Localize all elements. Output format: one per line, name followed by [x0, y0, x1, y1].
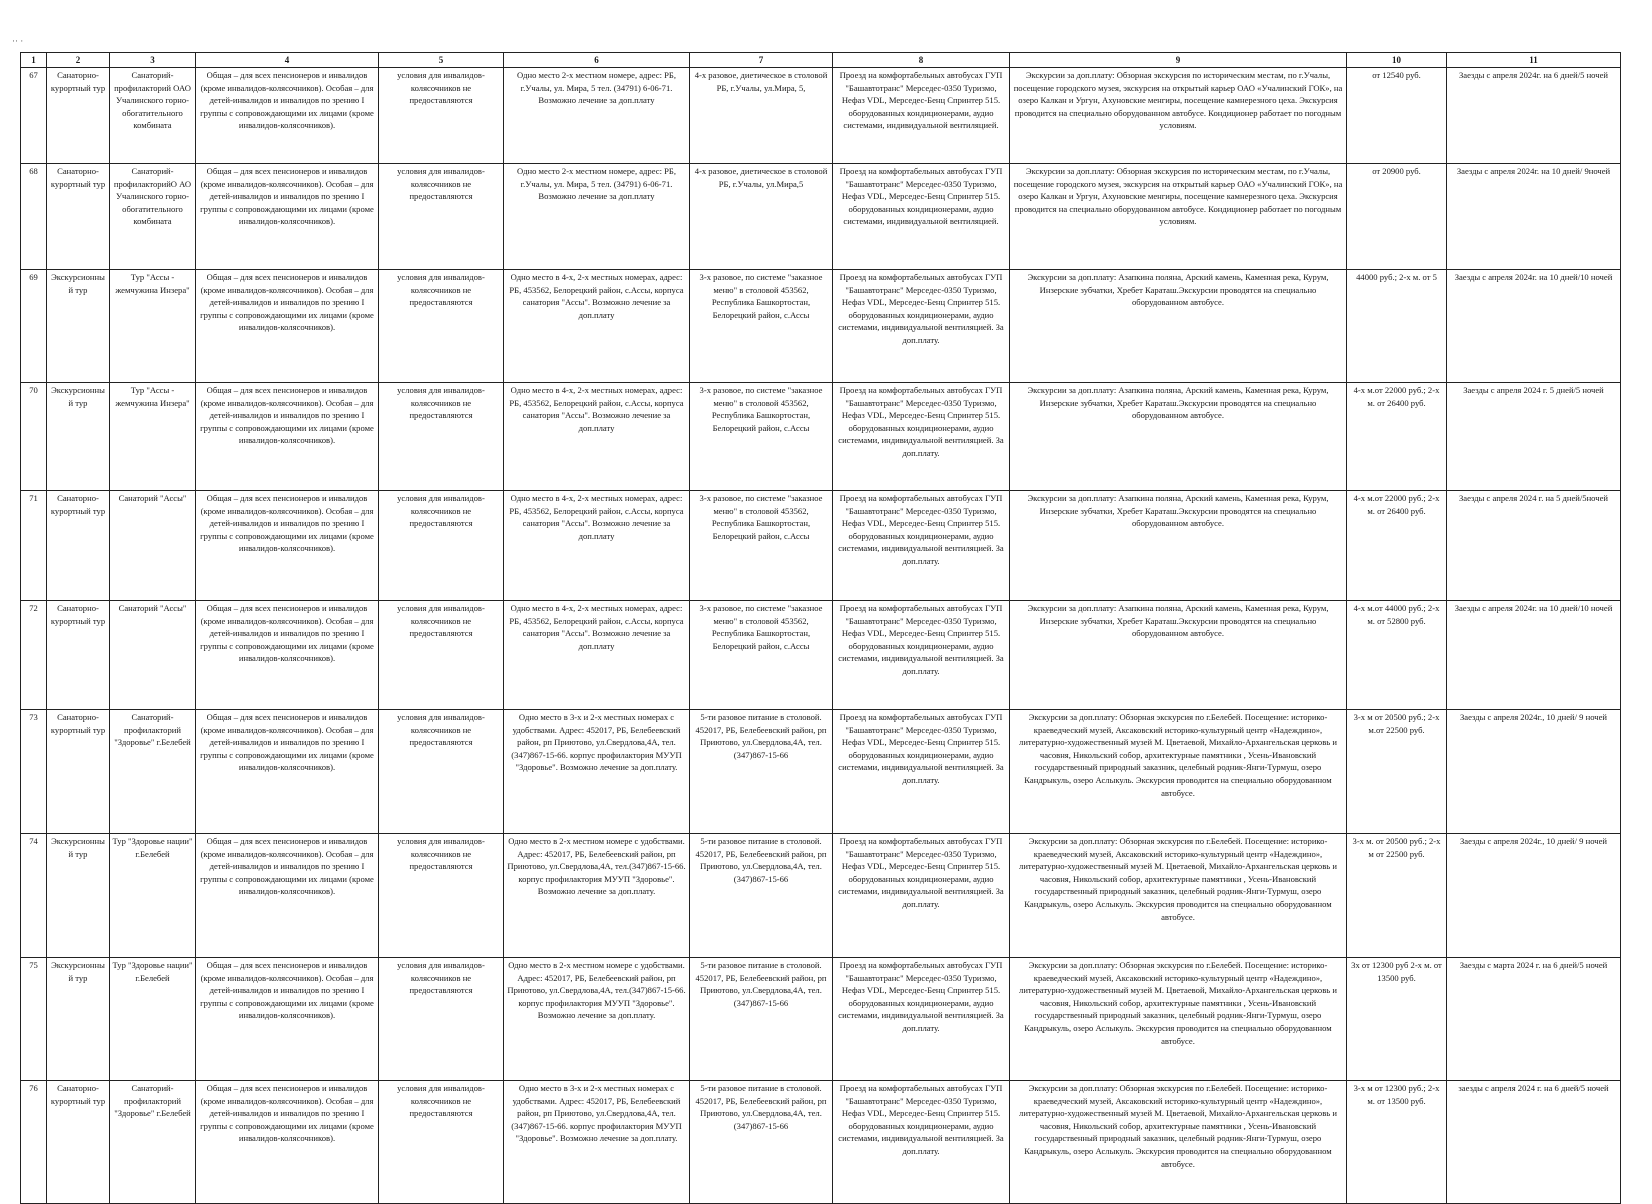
cell-tour-name: Санаторий-профилакторий "Здоровье" г.Белебей — [110, 710, 196, 834]
cell-row-number: 74 — [21, 834, 47, 958]
col-header: 7 — [690, 53, 833, 68]
cell-accessibility: условия для инвалидов-колясочников не предоставляются — [379, 383, 504, 491]
cell-dates: Заезды с апреля 2024г., 10 дней/ 9 ночей — [1447, 834, 1621, 958]
cell-tour-name: Тур "Ассы - жемчужина Инзера" — [110, 383, 196, 491]
cell-tour-type: Санаторно-курортный тур — [47, 1081, 110, 1204]
cell-target-group: Общая – для всех пенсионеров и инвалидов (кроме инвалидов-колясочников). Особая – для детей-инвалидов и инвалидов по зрению I группы с сопровождающими их лицами (кроме инвалидов-колясочников). — [196, 491, 379, 601]
cell-target-group: Общая – для всех пенсионеров и инвалидов (кроме инвалидов-колясочников). Особая – для детей-инвалидов и инвалидов по зрению I группы с сопровождающими их лицами (кроме инвалидов-колясочников). — [196, 958, 379, 1081]
cell-tour-type: Экскурсионный тур — [47, 834, 110, 958]
cell-target-group: Общая – для всех пенсионеров и инвалидов (кроме инвалидов-колясочников). Особая – для детей-инвалидов и инвалидов по зрению I группы с сопровождающими их лицами (кроме инвалидов-колясочников). — [196, 164, 379, 270]
table-row — [21, 601, 1621, 710]
cell-excursions: Экскурсии за доп.плату: Обзорная экскурсия по г.Белебей. Посещение: историко-краеведческий музей, Аксаковский историко-культурный центр «Надеждино», литературно-художественный музей М. Цветаевой, Михайло-Архангельская церковь и часовня, Никольский собор, архитектурные памятники , Усень-Ивановский государственный природный заказник, целебный родник-Янги-Турмуш, озеро Кандрыкуль, озеро Аслыкуль. Экскурсия проводится на специально оборудованном автобусе. — [1010, 710, 1347, 834]
cell-target-group: Общая – для всех пенсионеров и инвалидов (кроме инвалидов-колясочников). Особая – для детей-инвалидов и инвалидов по зрению I группы с сопровождающими их лицами (кроме инвалидов-колясочников). — [196, 834, 379, 958]
cell-excursions: Экскурсии за доп.плату: Обзорная экскурсия по г.Белебей. Посещение: историко-краеведческий музей, Аксаковский историко-культурный центр «Надеждино», литературно-художественный музей М. Цветаевой, Михайло-Архангельская церковь и часовня, Никольский собор, архитектурные памятники , Усень-Ивановский государственный природный заказник, целебный родник-Янги-Турмуш, озеро Кандрыкуль, озеро Аслыкуль. Экскурсия проводится на специально оборудованном автобусе. — [1010, 1081, 1347, 1204]
cell-transport: Проезд на комфортабельных автобусах ГУП "Башавтотранс" Мерседес-0350 Туризмо, Нефаз VDL, Мерседес-Бенц Спринтер 515. оборудованных кондиционерами, аудио системами, индивидуальной вентиляцией. За доп.плату. — [833, 601, 1010, 710]
cell-excursions: Экскурсии за доп.плату: Обзорная экскурсия по г.Белебей. Посещение: историко-краеведческий музей, Аксаковский историко-культурный центр «Надеждино», литературно-художественный музей М. Цветаевой, Михайло-Архангельская церковь и часовня, Никольский собор, архитектурные памятники , Усень-Ивановский государственный природный заказник, целебный родник-Янги-Турмуш, озеро Кандрыкуль, озеро Аслыкуль. Экскурсия проводится на специально оборудованном автобусе. — [1010, 834, 1347, 958]
cell-transport: Проезд на комфортабельных автобусах ГУП "Башавтотранс" Мерседес-0350 Туризмо, Нефаз VDL, Мерседес-Бенц Спринтер 515. оборудованных кондиционерами, аудио системами, индивидуальной вентиляцией. За доп.плату. — [833, 383, 1010, 491]
cell-meals: 3-х разовое, по системе "заказное меню" в столовой 453562, Республика Башкортостан, Белорецкий район, с.Ассы — [690, 270, 833, 383]
cell-excursions: Экскурсии за доп.плату: Обзорная экскурсия по г.Белебей. Посещение: историко-краеведческий музей, Аксаковский историко-культурный центр «Надеждино», литературно-художественный музей М. Цветаевой, Михайло-Архангельская церковь и часовня, Никольский собор, архитектурные памятники , Усень-Ивановский государственный природный заказник, целебный родник-Янги-Турмуш, озеро Кандрыкуль, озеро Аслыкуль. Экскурсия проводится на специально оборудованном автобусе. — [1010, 958, 1347, 1081]
col-header: 3 — [110, 53, 196, 68]
cell-excursions: Экскурсии за доп.плату: Азапкина поляна, Арский камень, Каменная река, Курум, Инзерские зубчатки, Хребет Караташ.Экскурсии проводятся на специально оборудованном автобусе. — [1010, 601, 1347, 710]
cell-meals: 4-х разовое, диетическое в столовой РБ, г.Учалы, ул.Мира, 5, — [690, 68, 833, 164]
cell-tour-name: Санаторий "Ассы" — [110, 491, 196, 601]
cell-tour-name: Тур "Здоровье нации" г.Белебей — [110, 834, 196, 958]
cell-accessibility: условия для инвалидов-колясочников не предоставляются — [379, 958, 504, 1081]
cell-accessibility: условия для инвалидов-колясочников не предоставляются — [379, 68, 504, 164]
cell-dates: заезды с апреля 2024 г. на 6 дней/5 ночей — [1447, 1081, 1621, 1204]
cell-price: от 12540 руб. — [1347, 68, 1447, 164]
cell-price: 4-х м.от 44000 руб.; 2-х м. от 52800 руб. — [1347, 601, 1447, 710]
cell-lodging: Одно место в 3-х и 2-х местных номерах с удобствами. Адрес: 452017, РБ, Белебеевский район, рп Приютово, ул.Свердлова,4А, тел.(347)867-15-66. корпус профилактория МУУП "Здоровье". Возможно лечение за доп.плату. — [504, 1081, 690, 1204]
col-header: 1 — [21, 53, 47, 68]
col-header: 10 — [1347, 53, 1447, 68]
cell-meals: 5-ти разовое питание в столовой. 452017, РБ, Белебеевский район, рп Приютово, ул.Свердлова,4А, тел.(347)867-15-66 — [690, 710, 833, 834]
cell-transport: Проезд на комфортабельных автобусах ГУП "Башавтотранс" Мерседес-0350 Туризмо, Нефаз VDL, Мерседес-Бенц Спринтер 515. оборудованных кондиционерами, аудио системами, индивидуальной вентиляцией. За доп.плату. — [833, 958, 1010, 1081]
cell-tour-name: Тур "Здоровье нации" г.Белебей — [110, 958, 196, 1081]
cell-transport: Проезд на комфортабельных автобусах ГУП "Башавтотранс" Мерседес-0350 Туризмо, Нефаз VDL, Мерседес-Бенц Спринтер 515. оборудованных кондиционерами, аудио системами, индивидуальной вентиляцией. За доп.плату. — [833, 834, 1010, 958]
cell-row-number: 76 — [21, 1081, 47, 1204]
cell-excursions: Экскурсии за доп.плату: Азапкина поляна, Арский камень, Каменная река, Курум, Инзерские зубчатки, Хребет Караташ.Экскурсии проводятся на специально оборудованном автобусе. — [1010, 491, 1347, 601]
cell-row-number: 75 — [21, 958, 47, 1081]
cell-tour-name: Тур "Ассы - жемчужина Инзера" — [110, 270, 196, 383]
table-row — [21, 958, 1621, 1081]
cell-target-group: Общая – для всех пенсионеров и инвалидов (кроме инвалидов-колясочников). Особая – для детей-инвалидов и инвалидов по зрению I группы с сопровождающими их лицами (кроме инвалидов-колясочников). — [196, 270, 379, 383]
cell-transport: Проезд на комфортабельных автобусах ГУП "Башавтотранс" Мерседес-0350 Туризмо, Нефаз VDL, Мерседес-Бенц Спринтер 515. оборудованных кондиционерами, аудио системами, индивидуальной вентиляцией. За доп.плату. — [833, 1081, 1010, 1204]
cell-transport: Проезд на комфортабельных автобусах ГУП "Башавтотранс" Мерседес-0350 Туризмо, Нефаз VDL, Мерседес-Бенц Спринтер 515. оборудованных кондиционерами, аудио системами, индивидуальной вентиляцией. За доп.плату. — [833, 491, 1010, 601]
table-row — [21, 68, 1621, 164]
cell-transport: Проезд на комфортабельных автобусах ГУП "Башавтотранс" Мерседес-0350 Туризмо, Нефаз VDL, Мерседес-Бенц Спринтер 515. оборудованных кондиционерами, аудио системами, индивидуальной вентиляцией. За доп.плату. — [833, 710, 1010, 834]
cell-dates: Заезды с апреля 2024г. на 6 дней/5 ночей — [1447, 68, 1621, 164]
cell-dates: Заезды с апреля 2024 г. 5 дней/5 ночей — [1447, 383, 1621, 491]
cell-tour-name: Санаторий-профилакторий "Здоровье" г.Белебей — [110, 1081, 196, 1204]
col-header: 8 — [833, 53, 1010, 68]
cell-target-group: Общая – для всех пенсионеров и инвалидов (кроме инвалидов-колясочников). Особая – для детей-инвалидов и инвалидов по зрению I группы с сопровождающими их лицами (кроме инвалидов-колясочников). — [196, 383, 379, 491]
table-row — [21, 491, 1621, 601]
cell-dates: Заезды с апреля 2024 г. на 5 дней/5ночей — [1447, 491, 1621, 601]
cell-tour-type: Санаторно-курортный тур — [47, 491, 110, 601]
cell-accessibility: условия для инвалидов-колясочников не предоставляются — [379, 601, 504, 710]
cell-tour-type: Санаторно-курортный тур — [47, 68, 110, 164]
cell-price: 4-х м.от 22000 руб.; 2-х м. от 26400 руб. — [1347, 491, 1447, 601]
cell-lodging: Одно место 2-х местном номере, адрес: РБ, г.Учалы, ул. Мира, 5 тел. (34791) 6-06-71. Возможно лечение за доп.плату — [504, 164, 690, 270]
cell-accessibility: условия для инвалидов-колясочников не предоставляются — [379, 270, 504, 383]
cell-row-number: 73 — [21, 710, 47, 834]
document-page — [20, 52, 1635, 1204]
cell-row-number: 68 — [21, 164, 47, 270]
cell-lodging: Одно место 2-х местном номере, адрес: РБ, г.Учалы, ул. Мира, 5 тел. (34791) 6-06-71. Возможно лечение за доп.плату — [504, 68, 690, 164]
cell-price: 3-х м от 12300 руб.; 2-х м. от 13500 руб. — [1347, 1081, 1447, 1204]
cell-excursions: Экскурсии за доп.плату: Азапкина поляна, Арский камень, Каменная река, Курум, Инзерские зубчатки, Хребет Караташ.Экскурсии проводятся на специально оборудованном автобусе. — [1010, 270, 1347, 383]
cell-tour-type: Экскурсионный тур — [47, 958, 110, 1081]
cell-row-number: 72 — [21, 601, 47, 710]
col-header: 6 — [504, 53, 690, 68]
cell-target-group: Общая – для всех пенсионеров и инвалидов (кроме инвалидов-колясочников). Особая – для детей-инвалидов и инвалидов по зрению I группы с сопровождающими их лицами (кроме инвалидов-колясочников). — [196, 1081, 379, 1204]
cell-dates: Заезды с апреля 2024г., 10 дней/ 9 ночей — [1447, 710, 1621, 834]
cell-accessibility: условия для инвалидов-колясочников не предоставляются — [379, 710, 504, 834]
cell-meals: 5-ти разовое питание в столовой. 452017, РБ, Белебеевский район, рп Приютово, ул.Свердлова,4А, тел.(347)867-15-66 — [690, 1081, 833, 1204]
cell-dates: Заезды с апреля 2024г. на 10 дней/10 ночей — [1447, 270, 1621, 383]
table-body — [21, 68, 1621, 1204]
cell-target-group: Общая – для всех пенсионеров и инвалидов (кроме инвалидов-колясочников). Особая – для детей-инвалидов и инвалидов по зрению I группы с сопровождающими их лицами (кроме инвалидов-колясочников). — [196, 601, 379, 710]
cell-target-group: Общая – для всех пенсионеров и инвалидов (кроме инвалидов-колясочников). Особая – для детей-инвалидов и инвалидов по зрению I группы с сопровождающими их лицами (кроме инвалидов-колясочников). — [196, 68, 379, 164]
cell-meals: 5-ти разовое питание в столовой. 452017, РБ, Белебеевский район, рп Приютово, ул.Свердлова,4А, тел.(347)867-15-66 — [690, 834, 833, 958]
cell-tour-type: Экскурсионный тур — [47, 383, 110, 491]
table-row — [21, 164, 1621, 270]
cell-lodging: Одно место в 4-х, 2-х местных номерах, адрес: РБ, 453562, Белорецкий район, с.Ассы, корпуса санатория "Ассы". Возможно лечение за доп.плату — [504, 491, 690, 601]
cell-tour-name: Санаторий-профилакторий ОАО Учалинского горно-обогатительного комбината — [110, 68, 196, 164]
cell-meals: 3-х разовое, по системе "заказное меню" в столовой 453562, Республика Башкортостан, Белорецкий район, с.Ассы — [690, 383, 833, 491]
cell-price: 3х от 12300 руб 2-х м. от 13500 руб. — [1347, 958, 1447, 1081]
cell-excursions: Экскурсии за доп.плату: Обзорная экскурсия по историческим местам, по г.Учалы, посещение городского музея, экскурсия на открытый карьер ОАО «Учалинский ГОК», на озеро Калкан и Ургун, Ахуновские менгиры, посещение камнерезного цеха. Экскурсия проводится на специально оборудованном автобусе. Кондиционер работает по погодным условиям. — [1010, 164, 1347, 270]
cell-tour-type: Экскурсионный тур — [47, 270, 110, 383]
cell-price: 4-х м.от 22000 руб.; 2-х м. от 26400 руб. — [1347, 383, 1447, 491]
cell-dates: Заезды с апреля 2024г. на 10 дней/ 9ночей — [1447, 164, 1621, 270]
cell-tour-type: Санаторно-курортный тур — [47, 601, 110, 710]
cell-excursions: Экскурсии за доп.плату: Азапкина поляна, Арский камень, Каменная река, Курум, Инзерские зубчатки, Хребет Караташ.Экскурсии проводятся на специально оборудованном автобусе. — [1010, 383, 1347, 491]
cell-meals: 3-х разовое, по системе "заказное меню" в столовой 453562, Республика Башкортостан, Белорецкий район, с.Ассы — [690, 601, 833, 710]
cell-accessibility: условия для инвалидов-колясочников не предоставляются — [379, 164, 504, 270]
cell-accessibility: условия для инвалидов-колясочников не предоставляются — [379, 491, 504, 601]
cell-dates: Заезды с апреля 2024г. на 10 дней/10 ночей — [1447, 601, 1621, 710]
table-row — [21, 383, 1621, 491]
cell-tour-type: Санаторно-курортный тур — [47, 164, 110, 270]
cell-lodging: Одно место в 4-х, 2-х местных номерах, адрес: РБ, 453562, Белорецкий район, с.Ассы, корпуса санатория "Ассы". Возможно лечение за доп.плату — [504, 383, 690, 491]
header-row — [21, 53, 1621, 68]
cell-price: 44000 руб.; 2-х м. от 5 — [1347, 270, 1447, 383]
cell-meals: 3-х разовое, по системе "заказное меню" в столовой 453562, Республика Башкортостан, Белорецкий район, с.Ассы — [690, 491, 833, 601]
col-header: 4 — [196, 53, 379, 68]
cell-meals: 4-х разовое, диетическое в столовой РБ, г.Учалы, ул.Мира,5 — [690, 164, 833, 270]
cell-excursions: Экскурсии за доп.плату: Обзорная экскурсия по историческим местам, по г.Учалы, посещение городского музея, экскурсия на открытый карьер ОАО «Учалинский ГОК», на озеро Калкан и Ургун, Ахуновские менгиры, посещение камнерезного цеха. Экскурсия проводится на специально оборудованном автобусе. Кондиционер работает по погодным условиям. — [1010, 68, 1347, 164]
cell-price: 3-х м. от 20500 руб.; 2-х м от 22500 руб. — [1347, 834, 1447, 958]
cell-price: от 20900 руб. — [1347, 164, 1447, 270]
cell-transport: Проезд на комфортабельных автобусах ГУП "Башавтотранс" Мерседес-0350 Туризмо, Нефаз VDL, Мерседес-Бенц Спринтер 515. оборудованных кондиционерами, аудио системами, индивидуальной вентиляцией. — [833, 164, 1010, 270]
cell-lodging: Одно место в 2-х местном номере с удобствами. Адрес: 452017, РБ, Белебеевский район, рп Приютово, ул.Свердлова,4А, тел.(347)867-15-66. корпус профилактория МУУП "Здоровье". Возможно лечение за доп.плату. — [504, 958, 690, 1081]
cell-target-group: Общая – для всех пенсионеров и инвалидов (кроме инвалидов-колясочников). Особая – для детей-инвалидов и инвалидов по зрению I группы с сопровождающими их лицами (кроме инвалидов-колясочников). — [196, 710, 379, 834]
cell-tour-name: Санаторий "Ассы" — [110, 601, 196, 710]
cell-row-number: 70 — [21, 383, 47, 491]
scan-marks: ·· · — [12, 36, 24, 46]
cell-tour-type: Санаторно-курортный тур — [47, 710, 110, 834]
cell-row-number: 67 — [21, 68, 47, 164]
cell-row-number: 69 — [21, 270, 47, 383]
cell-accessibility: условия для инвалидов-колясочников не предоставляются — [379, 834, 504, 958]
cell-price: 3-х м от 20500 руб.; 2-х м.от 22500 руб. — [1347, 710, 1447, 834]
table-row — [21, 1081, 1621, 1204]
col-header: 11 — [1447, 53, 1621, 68]
cell-lodging: Одно место в 4-х, 2-х местных номерах, адрес: РБ, 453562, Белорецкий район, с.Ассы, корпуса санатория "Ассы". Возможно лечение за доп.плату — [504, 270, 690, 383]
table-row — [21, 834, 1621, 958]
cell-accessibility: условия для инвалидов-колясочников не предоставляются — [379, 1081, 504, 1204]
cell-row-number: 71 — [21, 491, 47, 601]
col-header: 2 — [47, 53, 110, 68]
cell-lodging: Одно место в 3-х и 2-х местных номерах с удобствами. Адрес: 452017, РБ, Белебеевский район, рп Приютово, ул.Свердлова,4А, тел.(347)867-15-66. корпус профилактория МУУП "Здоровье". Возможно лечение за доп.плату. — [504, 710, 690, 834]
cell-lodging: Одно место в 4-х, 2-х местных номерах, адрес: РБ, 453562, Белорецкий район, с.Ассы, корпуса санатория "Ассы". Возможно лечение за доп.плату — [504, 601, 690, 710]
table-row — [21, 270, 1621, 383]
tours-table — [20, 52, 1621, 1204]
col-header: 9 — [1010, 53, 1347, 68]
col-header: 5 — [379, 53, 504, 68]
cell-lodging: Одно место в 2-х местном номере с удобствами. Адрес: 452017, РБ, Белебеевский район, рп Приютово, ул.Свердлова,4А, тел.(347)867-15-66. корпус профилактория МУУП "Здоровье". Возможно лечение за доп.плату. — [504, 834, 690, 958]
cell-meals: 5-ти разовое питание в столовой. 452017, РБ, Белебеевский район, рп Приютово, ул.Свердлова,4А, тел.(347)867-15-66 — [690, 958, 833, 1081]
cell-dates: Заезды с марта 2024 г. на 6 дней/5 ночей — [1447, 958, 1621, 1081]
cell-transport: Проезд на комфортабельных автобусах ГУП "Башавтотранс" Мерседес-0350 Туризмо, Нефаз VDL, Мерседес-Бенц Спринтер 515. оборудованных кондиционерами, аудио системами, индивидуальной вентиляцией. — [833, 68, 1010, 164]
table-row — [21, 710, 1621, 834]
cell-tour-name: Санаторий-профилакторийО АО Учалинского горно-обогатительного комбината — [110, 164, 196, 270]
cell-transport: Проезд на комфортабельных автобусах ГУП "Башавтотранс" Мерседес-0350 Туризмо, Нефаз VDL, Мерседес-Бенц Спринтер 515. оборудованных кондиционерами, аудио системами, индивидуальной вентиляцией. За доп.плату. — [833, 270, 1010, 383]
